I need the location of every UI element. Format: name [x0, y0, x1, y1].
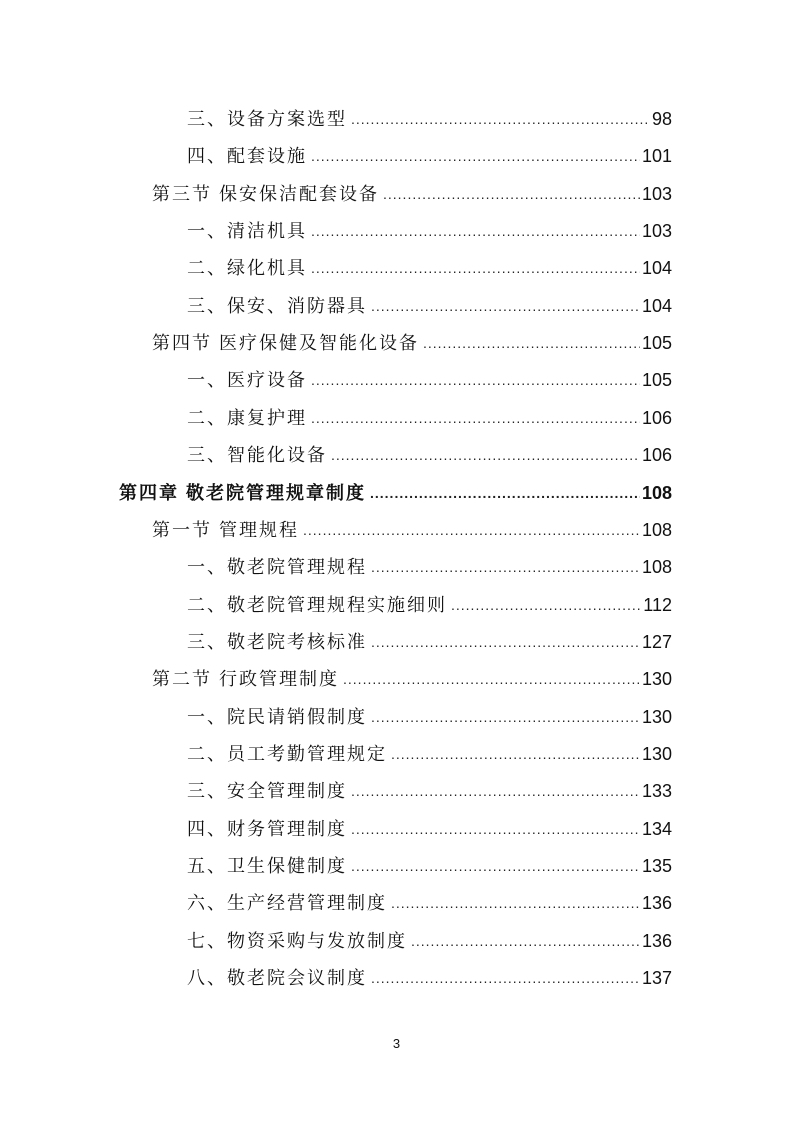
toc-entry-page: 108: [641, 482, 672, 503]
toc-subsection-entry[interactable]: [187, 287, 672, 325]
toc-subsection-entry[interactable]: [187, 959, 672, 997]
toc-entry-page: 133: [641, 781, 672, 802]
dot-leader: [351, 810, 640, 848]
toc-entry-page: 108: [641, 557, 672, 578]
toc-entry-title: 二、敬老院管理规程实施细则: [187, 594, 447, 615]
toc-section-entry[interactable]: [152, 660, 672, 698]
dot-leader: [371, 548, 640, 586]
toc-entry-page: 127: [641, 631, 672, 652]
toc-entry-title: 三、敬老院考核标准: [187, 631, 367, 652]
toc-entry-title: 三、智能化设备: [187, 445, 327, 466]
toc-entry-page: 130: [641, 743, 672, 764]
toc-subsection-entry[interactable]: [187, 548, 672, 586]
toc-entry-title: 一、敬老院管理规程: [187, 557, 367, 578]
dot-leader: [311, 361, 640, 399]
dot-leader: [303, 511, 640, 549]
toc-entry-page: 105: [641, 333, 672, 354]
toc-entry-page: 135: [641, 856, 672, 876]
toc-entry-title: 一、医疗设备: [187, 370, 307, 391]
toc-section-entry[interactable]: [152, 324, 672, 362]
toc-entry-title: 八、敬老院会议制度: [187, 968, 367, 989]
toc-entry-page: 106: [641, 445, 672, 466]
toc-entry-title: 三、设备方案选型: [187, 109, 347, 129]
toc-subsection-entry[interactable]: [187, 884, 672, 922]
toc-entry-page: 108: [641, 519, 672, 540]
dot-leader: [371, 959, 640, 997]
toc-subsection-entry[interactable]: [187, 922, 672, 960]
toc-entry-title: 一、院民请销假制度: [187, 706, 367, 727]
toc-subsection-entry[interactable]: [187, 399, 672, 437]
dot-leader: [331, 436, 640, 474]
dot-leader: [311, 249, 640, 287]
dot-leader: [371, 623, 640, 661]
toc-entry-title: 第四节 医疗保健及智能化设备: [152, 333, 419, 354]
toc-subsection-entry[interactable]: [187, 772, 672, 810]
toc-entry-title: 二、绿化机具: [187, 258, 307, 279]
toc-entry-page: 136: [641, 930, 672, 951]
dot-leader: [423, 324, 640, 362]
toc-entry-title: 三、保安、消防器具: [187, 295, 367, 316]
toc-entry-title: 七、物资采购与发放制度: [187, 930, 407, 951]
dot-leader: [311, 399, 640, 437]
dot-leader: [371, 287, 640, 325]
dot-leader: [370, 474, 640, 512]
dot-leader: [311, 212, 640, 250]
toc-entry-title: 二、康复护理: [187, 407, 307, 428]
toc-entry-title: 第一节 管理规程: [152, 519, 300, 540]
toc-entry-title: 第四章 敬老院管理规章制度: [119, 482, 366, 503]
dot-leader: [391, 884, 640, 922]
toc-entry-page: 101: [641, 146, 672, 167]
dot-leader: [311, 137, 640, 175]
toc-entry-page: 103: [641, 221, 672, 242]
toc-section-entry[interactable]: [152, 175, 672, 213]
toc-entry-page: 130: [641, 706, 672, 727]
toc-entry-title: 六、生产经营管理制度: [187, 893, 387, 914]
dot-leader: [351, 772, 640, 810]
toc-entry-title: 五、卫生保健制度: [187, 856, 347, 876]
dot-leader: [351, 847, 640, 885]
toc-entry-page: 103: [641, 183, 672, 204]
dot-leader: [343, 660, 640, 698]
toc-subsection-entry[interactable]: [187, 698, 672, 736]
dot-leader: [383, 175, 640, 213]
toc-entry-title: 一、清洁机具: [187, 221, 307, 242]
toc-subsection-entry[interactable]: [187, 361, 672, 399]
toc-entry-page: 98: [651, 109, 672, 129]
toc-subsection-entry[interactable]: [187, 100, 672, 138]
toc-entry-title: 三、安全管理制度: [187, 781, 347, 802]
toc-subsection-entry[interactable]: [187, 212, 672, 250]
toc-entry-page: 137: [641, 968, 672, 989]
toc-subsection-entry[interactable]: [187, 249, 672, 287]
dot-leader: [371, 698, 640, 736]
toc-entry-page: 112: [643, 594, 672, 615]
toc-entry-page: 105: [641, 370, 672, 391]
toc-chapter-entry[interactable]: [119, 474, 672, 512]
toc-entry-page: 106: [641, 407, 672, 428]
toc-entry-page: 104: [641, 295, 672, 316]
toc-entry-page: 104: [641, 258, 672, 279]
dot-leader: [411, 922, 640, 960]
toc-entry-page: 136: [641, 893, 672, 914]
toc-entry-title: 四、配套设施: [187, 146, 307, 167]
toc-entry-page: 130: [641, 669, 672, 690]
toc-subsection-entry[interactable]: [187, 810, 672, 848]
toc-subsection-entry[interactable]: [187, 735, 672, 773]
toc-entry-title: 二、员工考勤管理规定: [187, 743, 387, 764]
dot-leader: [391, 735, 640, 773]
dot-leader: [351, 100, 650, 138]
toc-entry-title: 四、财务管理制度: [187, 818, 347, 839]
toc-section-entry[interactable]: [152, 511, 672, 549]
toc-subsection-entry[interactable]: [187, 623, 672, 661]
toc-subsection-entry[interactable]: [187, 436, 672, 474]
toc-entry-page: 134: [641, 818, 672, 839]
toc-entry-title: 第三节 保安保洁配套设备: [152, 183, 379, 204]
toc-subsection-entry[interactable]: [187, 847, 672, 885]
toc-subsection-entry[interactable]: [187, 586, 672, 624]
toc-entry-title: 第二节 行政管理制度: [152, 669, 340, 690]
page-number: 3: [392, 1036, 401, 1051]
toc-subsection-entry[interactable]: [187, 137, 672, 175]
dot-leader: [451, 586, 641, 624]
